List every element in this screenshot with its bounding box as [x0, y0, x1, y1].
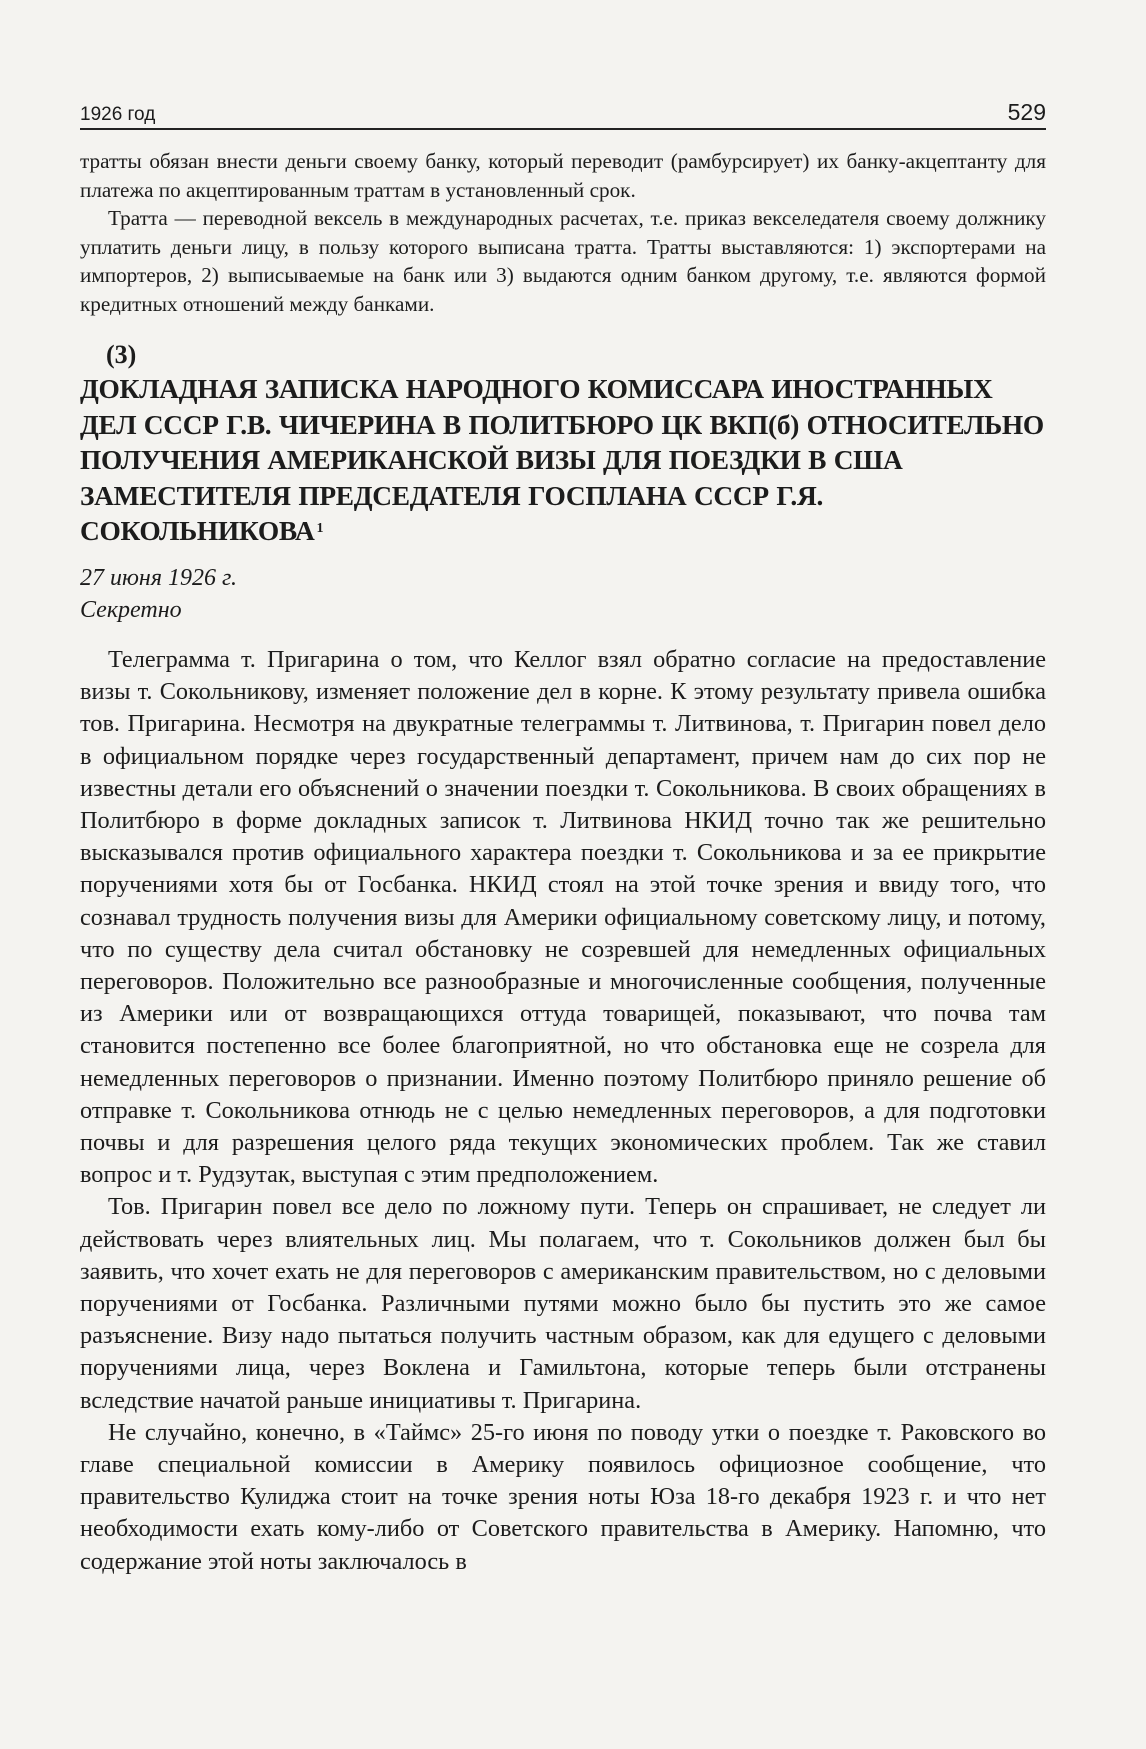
document-body — [80, 644, 1046, 1578]
page-number: 529 — [1007, 99, 1046, 125]
note-paragraph: Тратта — переводной вексель в международных расчетах, т.е. приказ векселедателя своему должнику уплатить деньги лицу, в пользу которого выписана тратта. Тратты выставляются: 1) экспортерами на импортеров, 2) выписываемые на банк или 3) выдаются одним банком другому, т.е. являются формой кредитных отношений между банками. — [80, 206, 1046, 316]
document-title-text: ДОКЛАДНАЯ ЗАПИСКА НАРОДНОГО КОМИССАРА ИНОСТРАННЫХ ДЕЛ СССР Г.В. ЧИЧЕРИНА В ПОЛИТБЮРО ЦК ВКП(б) ОТНОСИТЕЛЬНО ПОЛУЧЕНИЯ АМЕРИКАНСКОЙ ВИЗЫ ДЛЯ ПОЕЗДКИ В США ЗАМЕСТИТЕЛЯ ПРЕДСЕДАТЕЛЯ ГОСПЛАНА СССР Г.Я. СОКОЛЬНИКОВА — [80, 374, 1044, 547]
footnote-mark: 1 — [316, 521, 324, 537]
running-header — [80, 100, 1046, 130]
document-title — [80, 372, 1046, 550]
book-page — [80, 100, 1046, 1578]
body-paragraph: Телеграмма т. Пригарина о том, что Келлог взял обратно согласие на предоставление визы т. Сокольникову, изменяет положение дел в корне. К этому результату привела ошибка тов. Пригарина. Несмотря на двукратные телеграммы т. Литвинова, т. Пригарин повел дело в официальном порядке через государственный департамент, причем нам до сих пор не известны детали его объяснений о значении поездки т. Сокольникова. В своих обращениях в Политбюро в форме докладных записок т. Литвинова НКИД точно так же решительно высказывался против официального характера поездки т. Сокольникова и за ее прикрытие поручениями хотя бы от Госбанка. НКИД стоял на этой точке зрения и ввиду того, что сознавал трудность получения визы для Америки официальному советскому лицу, и потому, что по существу дела считал обстановку не созревшей для немедленных официальных переговоров. Положительно все разнообразные и многочисленные сообщения, полученные из Америки или от возвращающихся оттуда товарищей, показывают, что почва там становится постепенно все более благоприятной, но что обстановка еще не созрела для немедленных переговоров о признании. Именно поэтому Политбюро приняло решение об отправке т. Сокольникова отнюдь не с целью немедленных переговоров, а для подготовки почвы и для разрешения целого ряда текущих экономических проблем. Так же ставил вопрос и т. Рудзутак, выступая с этим предположением. — [80, 645, 1046, 1189]
note-paragraph: тратты обязан внести деньги своему банку, который переводит (рамбурсирует) их банку-акцептанту для платежа по акцептированным траттам в установленный срок. — [80, 149, 1046, 202]
classification-mark: Секретно — [80, 596, 182, 623]
body-paragraph: Тов. Пригарин повел все дело по ложному пути. Теперь он спрашивает, не следует ли действовать через влиятельных лиц. Мы полагаем, что т. Сокольников должен был бы заявить, что хочет ехать не для переговоров с американским правительством, но с деловыми поручениями от Госбанка. Различными путями можно было бы пустить это же самое разъяснение. Визу надо пытаться получить частным образом, как для едущего с деловыми поручениями лица, через Воклена и Гамильтона, которые теперь были отстранены вследствие начатой раньше инициативы т. Пригарина. — [80, 1193, 1046, 1414]
document-date: 27 июня 1926 г. — [80, 564, 238, 591]
section-year: 1926 год — [80, 104, 156, 125]
footnote-continuation — [80, 147, 1046, 318]
document-number: (3) — [106, 340, 137, 369]
body-paragraph: Не случайно, конечно, в «Таймс» 25-го июня по поводу утки о поездке т. Раковского во главе специальной комиссии в Америку появилось официозное сообщение, что правительство Кулиджа стоит на точке зрения ноты Юза 18-го декабря 1923 г. и что нет необходимости ехать кому-либо от Советского правительства в Америку. Напомню, что содержание этой ноты заключалось в — [80, 1418, 1046, 1575]
